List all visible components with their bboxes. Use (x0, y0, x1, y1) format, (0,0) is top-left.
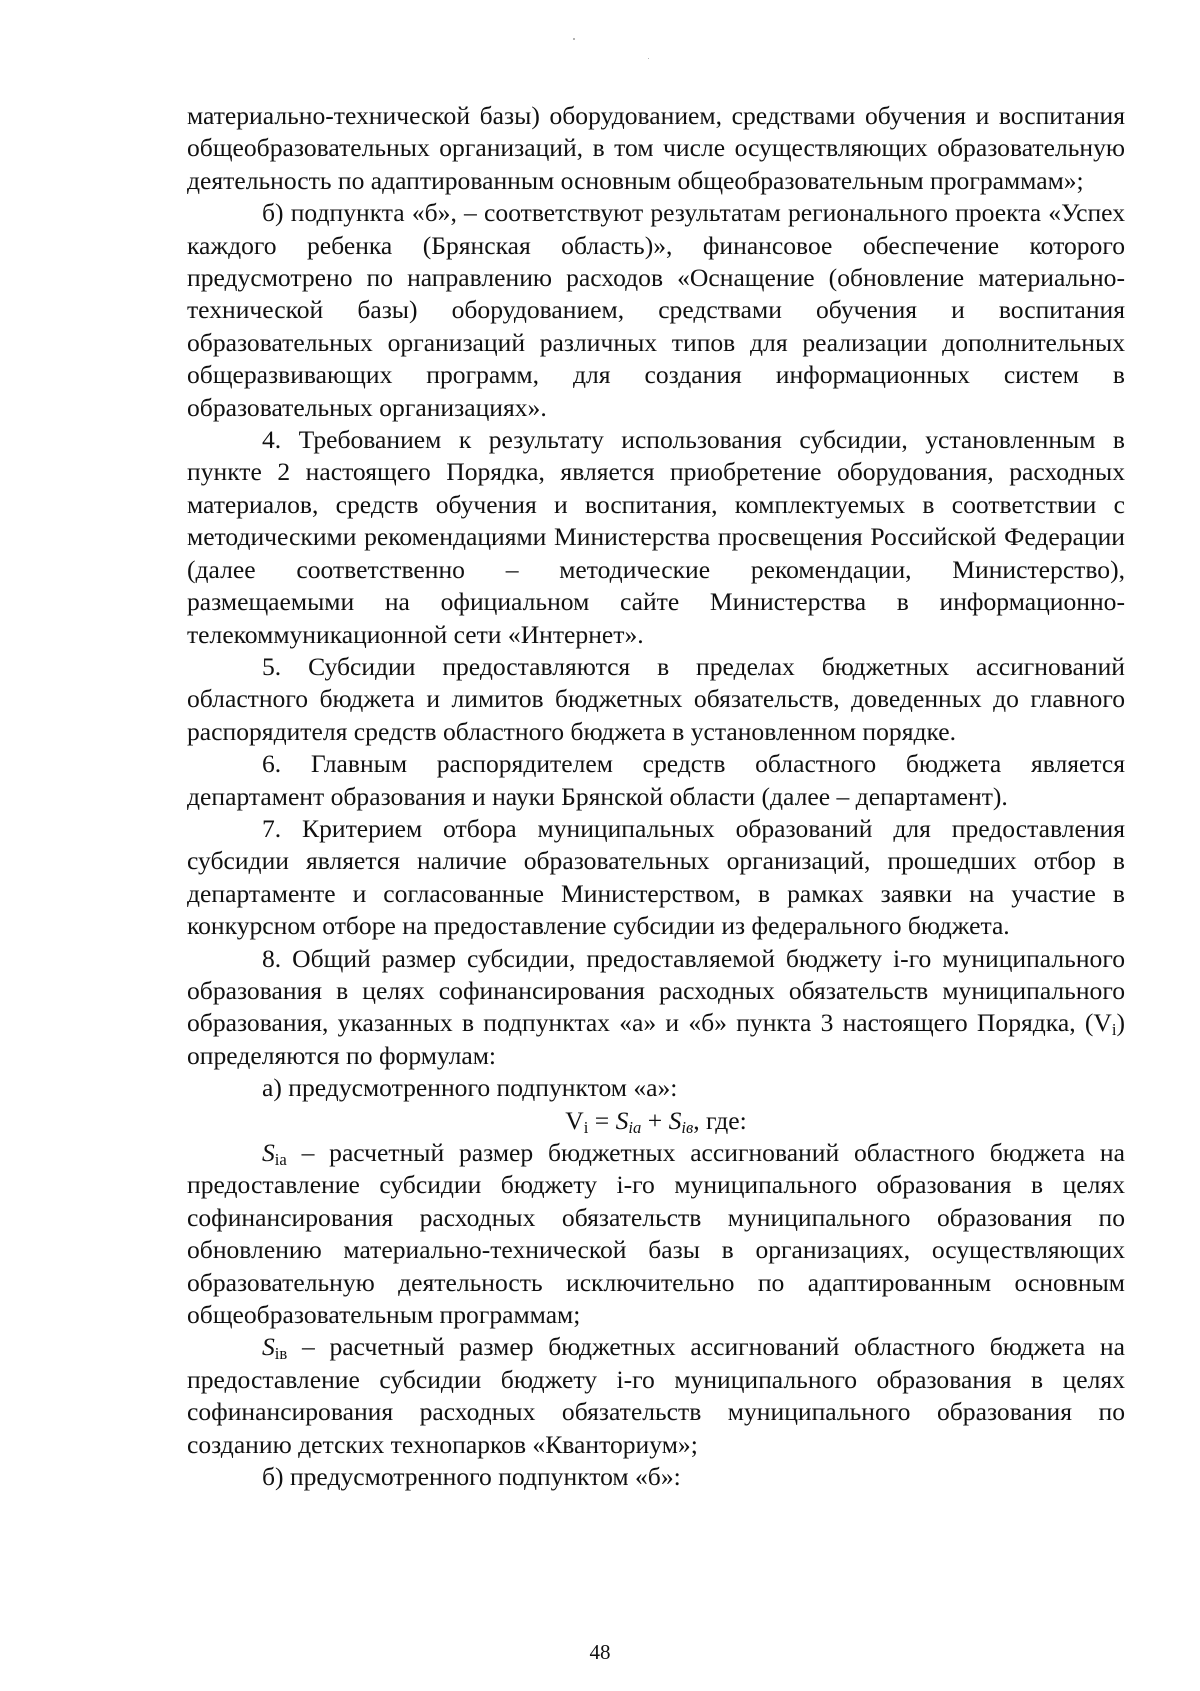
formula (187, 1105, 1125, 1137)
formula-plus: + (641, 1105, 669, 1135)
paragraph-8-tail: ) определяются по формулам: (187, 1008, 1125, 1070)
subitem-a-heading: а) предусмотренного подпунктом «а»: (262, 1073, 678, 1103)
page-number: 48 (589, 1640, 611, 1664)
definition-siv-symbol: S (262, 1332, 275, 1362)
definition-sia-subscript: ia (274, 1150, 287, 1170)
definition-sia-symbol: S (262, 1138, 275, 1167)
definition-siv (187, 1331, 1125, 1461)
formula-s1-sub: ia (628, 1117, 642, 1137)
definition-siv-subscript: iв (274, 1344, 288, 1364)
formula-s2: S (668, 1105, 682, 1135)
formula-tail: , где: (693, 1105, 747, 1135)
paragraph-8-subscript: i (1111, 1020, 1117, 1040)
definition-sia (187, 1137, 1125, 1331)
formula-equals: = (588, 1105, 616, 1135)
formula-s2-sub: iв (681, 1117, 694, 1137)
subitem-b-heading: б) предусмотренного подпунктом «б»: (262, 1462, 681, 1492)
paragraph-7: 7. Критерием отбора муниципальных образований для предоставления субсидии является наличие образовательных организаций, прошедших отбор в департаменте и согласованные Министерством, в рамках заявки на участие в конкурсном отборе на предоставление субсидии из федерального бюджета. (187, 813, 1125, 941)
document-body (187, 100, 1125, 1493)
paragraph-6: 6. Главным распорядителем средств областного бюджета является департамент образования и науки Брянской области (далее – департамент). (187, 749, 1125, 811)
paragraph-subitem-b: б) подпункта «б», – соответствуют результатам регионального проекта «Успех каждого ребенка (Брянская область)», финансовое обеспечение которого предусмотрено по направлению расходов «Оснащение (обновление материально-технической базы) оборудованием, средствами обучения и воспитания образовательных организаций различных типов для реализации дополнительных общеразвивающих программ, для создания информационных систем в образовательных организациях». (187, 198, 1125, 422)
scan-speck (648, 58, 649, 59)
paragraph-5: 5. Субсидии предоставляются в пределах бюджетных ассигнований областного бюджета и лимитов бюджетных обязательств, доведенных до главного распорядителя средств областного бюджета в установленном порядке. (187, 651, 1125, 746)
formula-v: V (565, 1105, 584, 1135)
paragraph-8 (187, 943, 1125, 1073)
definition-siv-text: – расчетный размер бюджетных ассигнований областного бюджета на предоставление субсидии бюджету i-го муниципального образования в целях софинансирования расходных обязательств муниципального образования по созданию детских технопарков «Кванториум»; (187, 1332, 1125, 1459)
paragraph-4: 4. Требованием к результату использования субсидии, установленным в пункте 2 настоящего Порядка, является приобретение оборудования, расходных материалов, средств обучения и воспитания, комплектуемых в соответствии с методическими рекомендациями Министерства просвещения Российской Федерации (далее соответственно – методические рекомендации, Министерство), размещаемыми на официальном сайте Министерства в информационно-телекоммуникационной сети «Интернет». (187, 425, 1125, 649)
formula-s1: S (615, 1105, 629, 1135)
paragraph-8-text: 8. Общий размер субсидии, предоставляемой бюджету i-го муниципального образования в целях софинансирования расходных обязательств муниципального образования, указанных в подпунктах «а» и «б» пункта 3 настоящего Порядка, (V (187, 943, 1125, 1038)
scan-speck (573, 38, 575, 40)
paragraph-continuation: материально-технической базы) оборудованием, средствами обучения и воспитания общеобразовательных организаций, в том числе осуществляющих образовательную деятельность по адаптированным основным общеобразовательным программам»; (187, 101, 1125, 195)
definition-sia-text: – расчетный размер бюджетных ассигнований областного бюджета на предоставление субсидии бюджету i-го муниципального образования в целях софинансирования расходных обязательств муниципального образования по обновлению материально-технической базы в организациях, осуществляющих образовательную деятельность исключительно по адаптированным основным общеобразовательным программам; (187, 1138, 1125, 1330)
formula-v-sub: i (583, 1117, 589, 1137)
